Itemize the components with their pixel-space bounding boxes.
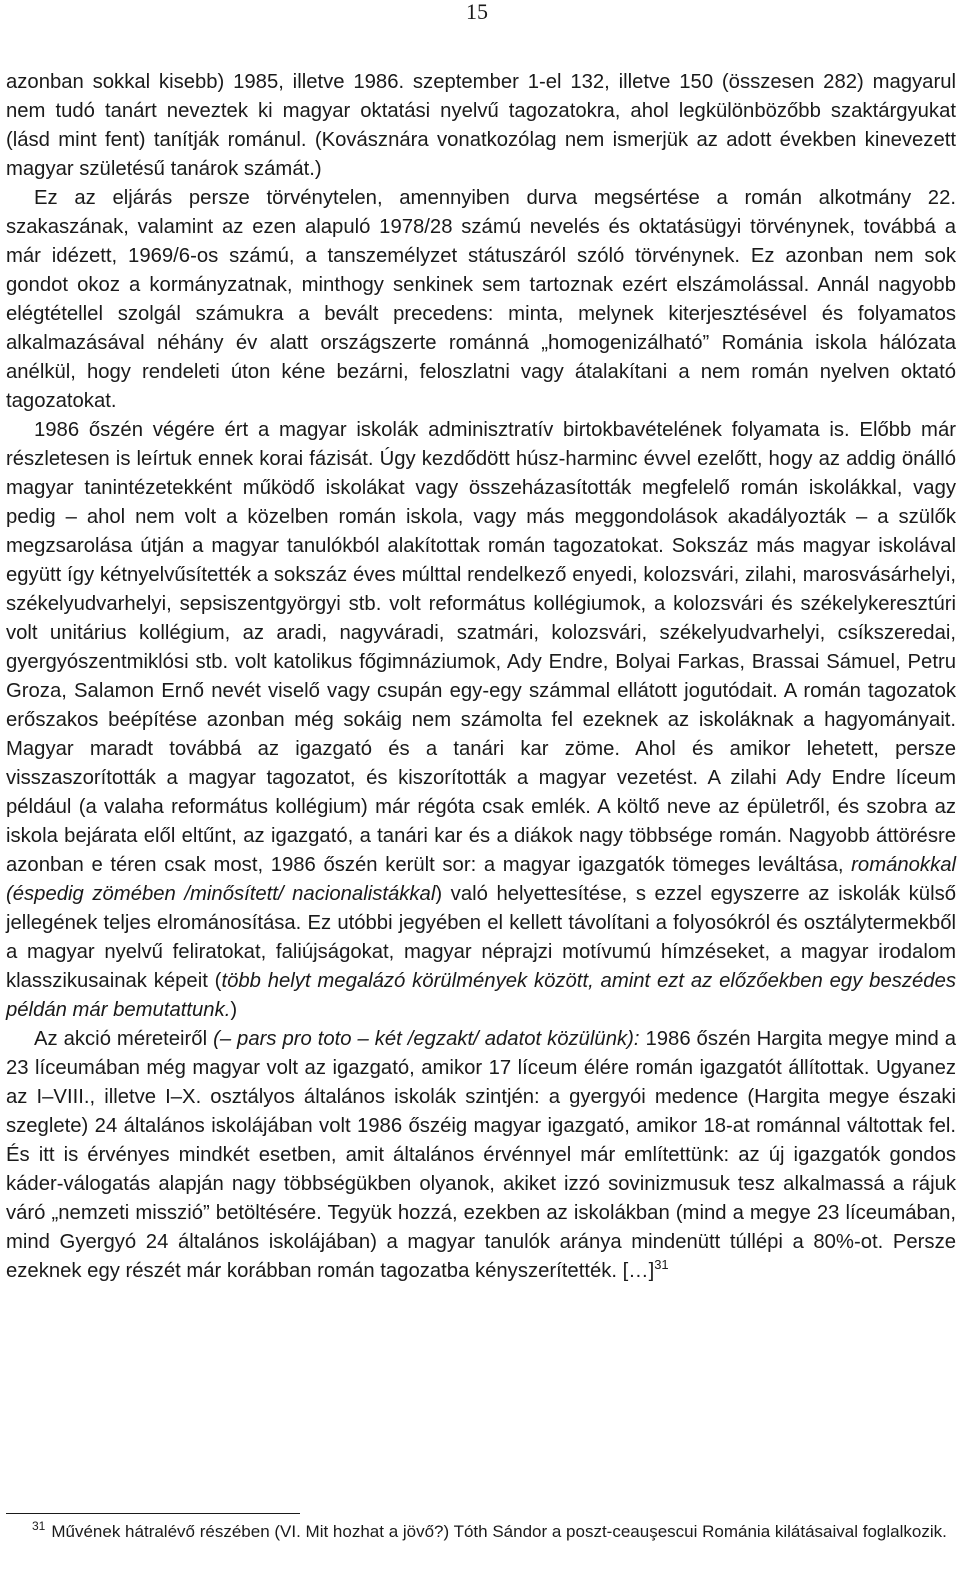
footnote-reference: 31 — [654, 1257, 669, 1273]
text-segment: 1986 őszén Hargita megye mind a 23 líceumában még magyar volt az igazgató, amikor 17 líceum élére román igazgatót állítottak. Ugyanez az I–VIII., illetve I–X. osztályos általános iskolák szintjén: a gyergyói medence (Hargita megye északi szeglete) 24 általános iskolájában volt 1986 őszéig magyar igazgató, amikor 18-at románnal váltottak fel. És itt is érvényes mindkét esetben, amit általános érvénnyel már említettünk: az új igazgatók gondos káder-válogatás alapján nagy többségükben olyanok, akiket izzó sovinizmusuk tesz alkalmassá a rájuk váró „nemzeti misszió” betöltésére. Tegyük hozzá, ezekben az iskolákban (mind a megye 23 líceumában, mind Gyergyó 24 általános iskolájában) a magyar tanulók aránya mindenütt túllépi a 80%-ot. Persze ezeknek egy részét már korábban román tagozatba kényszerítették. […] — [6, 1028, 956, 1282]
italic-text: (– pars pro toto – két /egzakt/ adatot közülünk): — [213, 1028, 640, 1050]
text-segment: azonban sokkal kisebb) 1985, illetve 1986. szeptember 1-el 132, illetve 150 (összesen 282) magyarul nem tudó tanárt neveztek ki magyar oktatási nyelvű tagozatokra, ahol legkülönbözőbb szaktárgyukat (lásd mint fent) tanítják románul. (Kovásznára vonatkozólag nem ismerjük az adott években kinevezett magyar születésű tanárok számát.) — [6, 71, 956, 180]
footnote-mark: 31 — [32, 1519, 46, 1534]
body-text — [6, 68, 956, 1286]
paragraph — [6, 68, 956, 184]
text-segment: 1986 őszén végére ért a magyar iskolák adminisztratív birtokbavételének folyamata is. Előbb már részletesen is leírtuk ennek korai fázisát. Úgy kezdődött húsz-harminc évvel ezelőtt, hogy az addig önálló magyar tanintézetekként működő iskolákat vagy összeházasították megfelelő román iskolákkal, vagy pedig – ahol nem volt a közelben román iskola, vagy más meggondolások akadályozták – a szülők megzsarolása útján a magyar tanulókból alakítottak román tagozatokat. Sokszáz más magyar iskolával együtt így kétnyelvűsítették a sokszáz éves múlttal rendelkező enyedi, kolozsvári, zilahi, marosvásárhelyi, székelyudvarhelyi, sepsiszentgyörgyi stb. volt református kollégiumok, a kolozsvári és székelykeresztúri volt unitárius kollégium, az aradi, nagyváradi, szatmári, kolozsvári, székelyudvarhelyi, csíkszeredai, gyergyószentmiklósi stb. volt katolikus főgimnáziumok, Ady Endre, Bolyai Farkas, Brassai Sámuel, Petru Groza, Salamon Ernő nevét viselő vagy csupán egy-egy számmal ellátott jogutódait. A román tagozatok erőszakos beépítése azonban még sokáig nem számolta fel ezeknek az iskoláknak a hagyományait. Magyar maradt továbbá az igazgató és a tanári kar zöme. Ahol és amikor lehetett, persze visszaszorították a magyar tagozatot, és kiszorították a magyar vezetést. A zilahi Ady Endre líceum például (a valaha református kollégium) már régóta csak emlék. A költő neve az épületről, és szobra az iskola bejárata elől eltűnt, az igazgató, a tanári kar és a diákok nagy többsége román. Nagyobb áttörésre azonban e téren csak most, 1986 őszén került sor: a magyar igazgatók tömeges leváltása, — [6, 419, 956, 876]
paragraph — [6, 1025, 956, 1286]
text-segment: Az akció méreteiről — [34, 1028, 214, 1050]
page-number: 15 — [466, 0, 488, 24]
footnote-divider — [6, 1513, 300, 1514]
footnote-text: Művének hátralévő részében (VI. Mit hozhat a jövő?) Tóth Sándor a poszt-ceauşescui Románia kilátásaival foglalkozik. — [51, 1522, 947, 1541]
paragraph — [6, 416, 956, 1025]
text-segment: ) — [230, 999, 238, 1021]
paragraph — [6, 184, 956, 416]
italic-text: több helyt megalázó körülmények között, amint ezt az előzőekben egy beszédes példán már bemutattunk. — [6, 970, 956, 1021]
footnote — [6, 1521, 956, 1542]
italic-text: románokkal (éspedig zömében /minősített/ nacionalistákkal — [6, 854, 956, 905]
text-segment: ) való helyettesítése, s ezzel egyszerre az iskolák külső jellegének teljes elrománosítása. Ez utóbbi jegyében el kellett távolítani a folyosókról és osztálytermekből a magyar nyelvű feliratokat, faliújságokat, magyar néprajzi motívumú hímzéseket, a magyar irodalom klasszikusainak képeit ( — [6, 883, 957, 992]
text-segment: Ez az eljárás persze törvénytelen, amennyiben durva megsértése a román alkotmány 22. szakaszának, valamint az ezen alapuló 1978/28 számú nevelés és oktatásügyi törvénynek, továbbá a már idézett, 1969/6-os számú, a tanszemélyzet státuszáról szóló törvénynek. Ez azonban nem sok gondot okoz a kormányzatnak, minthogy senkinek sem tartoznak ezért elszámolással. Annál nagyobb elégtétellel szolgál számukra a bevált precedens: minta, melynek kiterjesztésével és folyamatos alkalmazásával néhány év alatt országszerte románná „homogenizálható” Románia iskola hálózata anélkül, hogy rendeleti úton kéne bezárni, feloszlatni vagy átalakítani a nem román nyelven oktató tagozatokat. — [6, 187, 956, 412]
